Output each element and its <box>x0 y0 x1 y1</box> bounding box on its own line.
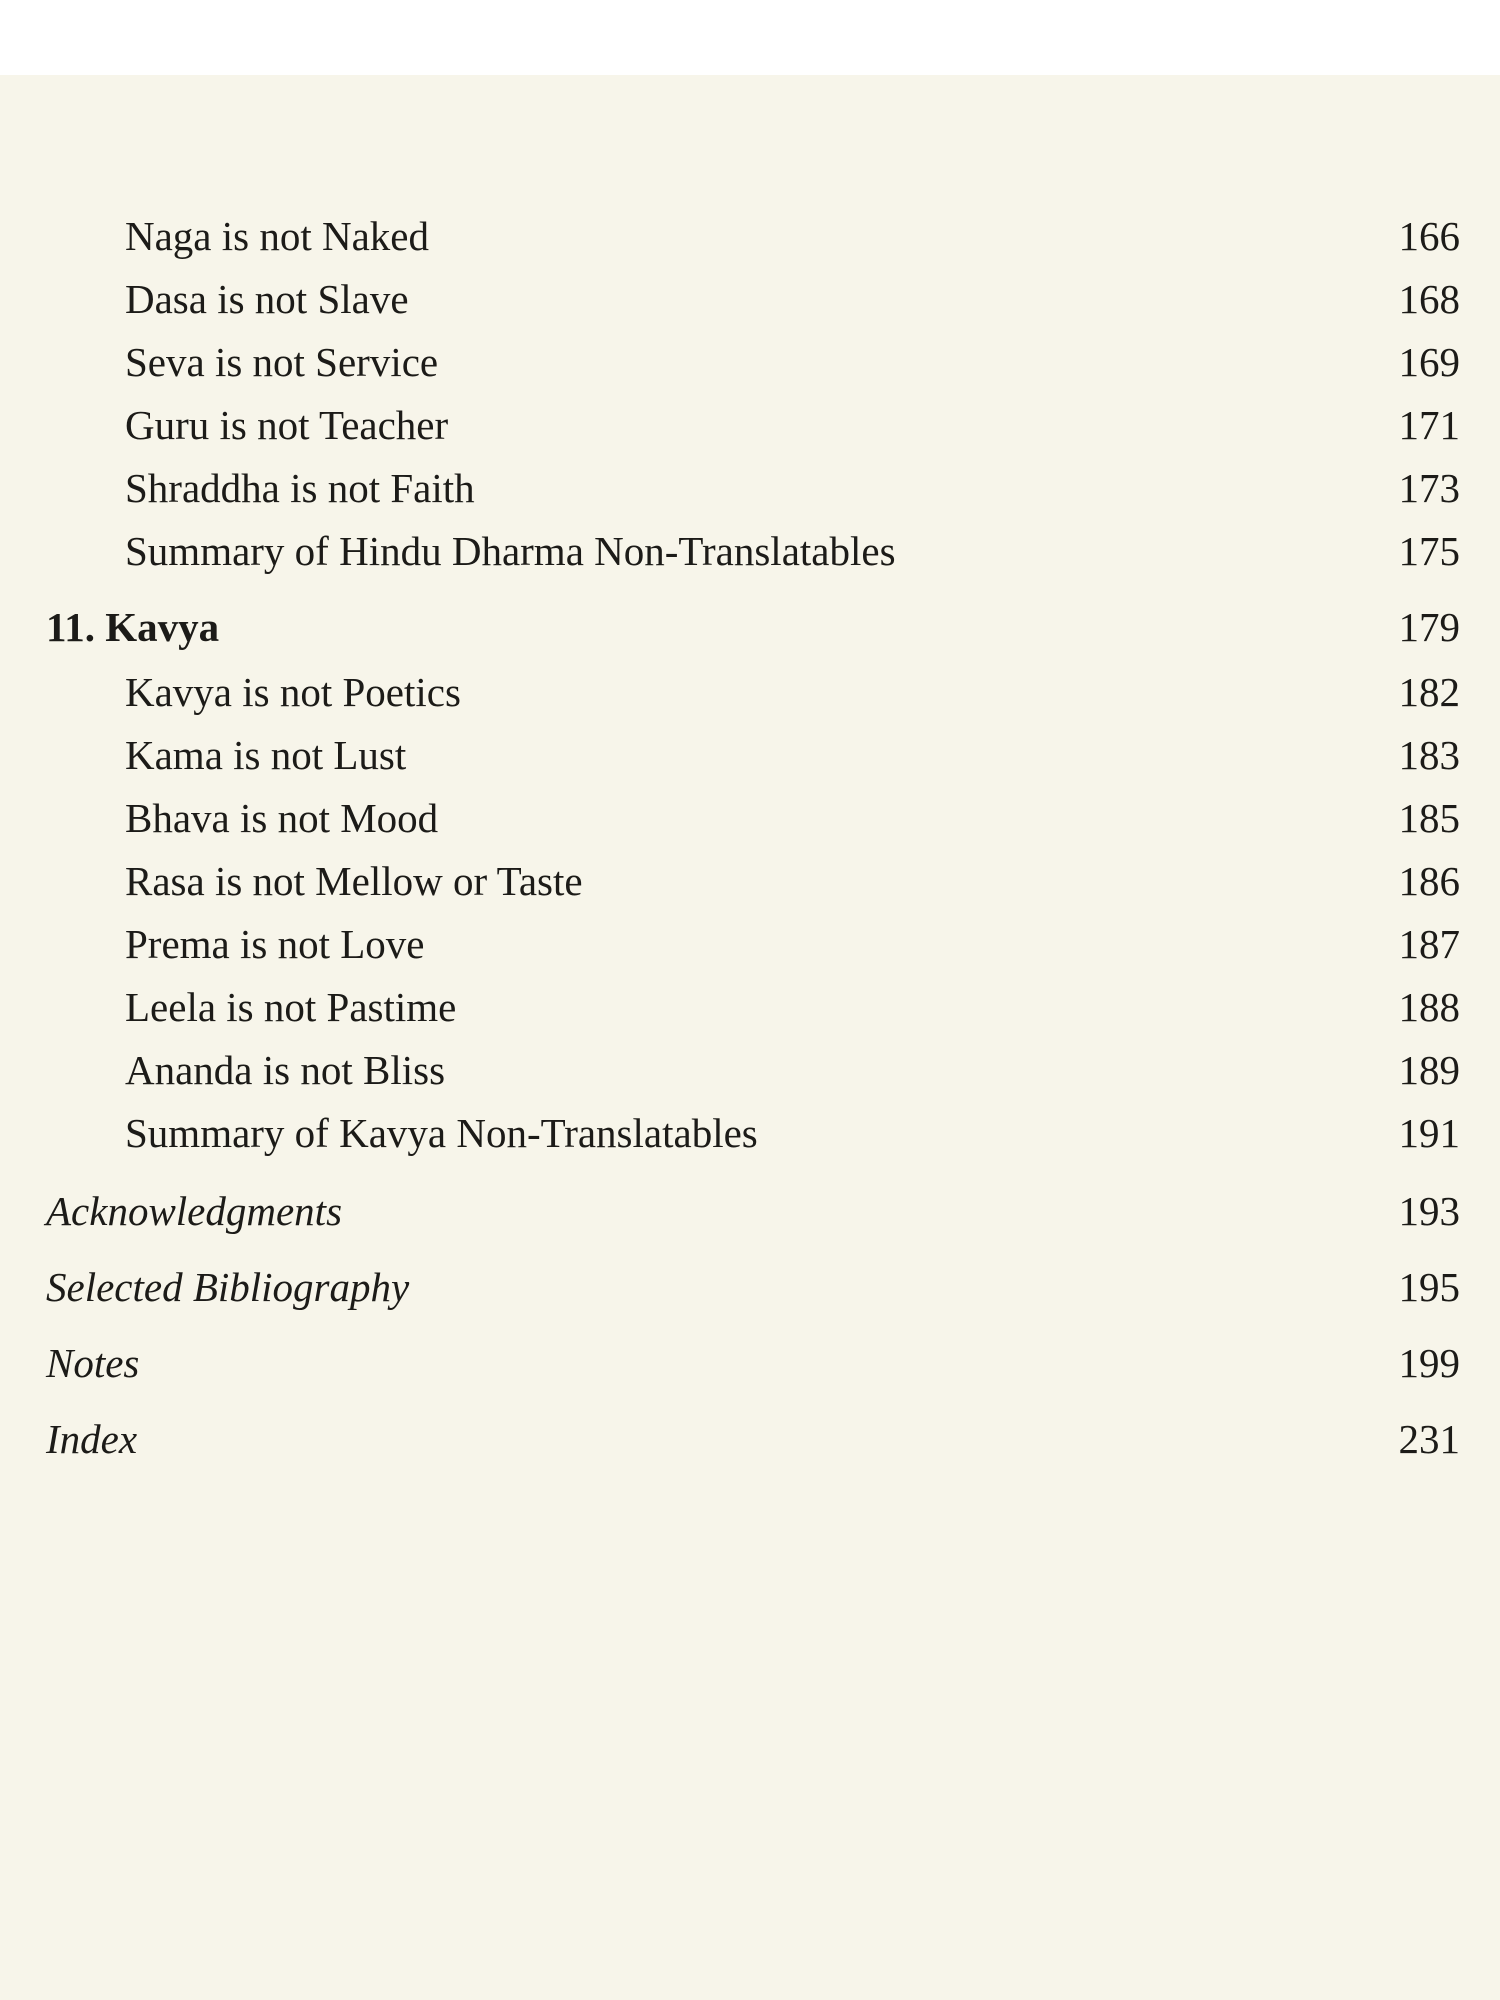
toc-entry-title: Ananda is not Bliss <box>125 1047 446 1093</box>
toc-entry-title: Leela is not Pastime <box>125 984 457 1030</box>
toc-entry-page: 169 <box>1398 339 1460 385</box>
toc-entry-title: Summary of Kavya Non-Translatables <box>125 1110 758 1156</box>
toc-entry-page: 166 <box>1398 213 1460 259</box>
back-matter-page: 199 <box>1398 1340 1460 1386</box>
toc-entry <box>0 1039 1500 1102</box>
toc-entry-page: 168 <box>1398 276 1460 322</box>
toc-entry-page: 187 <box>1398 921 1460 967</box>
back-matter-page: 193 <box>1398 1188 1460 1234</box>
toc-entry-title: Naga is not Naked <box>125 213 429 259</box>
toc-entry <box>0 457 1500 520</box>
toc-entry <box>0 787 1500 850</box>
toc-entry <box>0 661 1500 724</box>
toc-back-matter-entry <box>0 1325 1500 1401</box>
toc-entry <box>0 205 1500 268</box>
toc-entry-page: 173 <box>1398 465 1460 511</box>
toc-entry <box>0 976 1500 1039</box>
back-matter-page: 231 <box>1398 1416 1460 1462</box>
toc-entry-page: 185 <box>1398 795 1460 841</box>
toc-entry-title: Seva is not Service <box>125 339 439 385</box>
toc-chapter-heading <box>0 593 1500 661</box>
back-matter-title: Selected Bibliography <box>46 1264 410 1310</box>
toc-entry <box>0 268 1500 331</box>
chapter-page: 179 <box>1398 604 1460 650</box>
back-matter-page: 195 <box>1398 1264 1460 1310</box>
toc-entry-title: Summary of Hindu Dharma Non-Translatables <box>125 528 896 574</box>
table-of-contents <box>0 205 1500 1477</box>
toc-back-matter-entry <box>0 1249 1500 1325</box>
toc-entry-page: 188 <box>1398 984 1460 1030</box>
toc-entry-title: Kama is not Lust <box>125 732 407 778</box>
toc-entry-title: Dasa is not Slave <box>125 276 409 322</box>
toc-entry <box>0 850 1500 913</box>
toc-entry-title: Prema is not Love <box>125 921 425 967</box>
toc-entry-title: Bhava is not Mood <box>125 795 439 841</box>
back-matter-title: Notes <box>46 1340 140 1386</box>
toc-entry <box>0 724 1500 787</box>
toc-entry-title: Kavya is not Poetics <box>125 669 461 715</box>
toc-entry <box>0 394 1500 457</box>
toc-back-matter-entry <box>0 1401 1500 1477</box>
toc-entry-page: 191 <box>1398 1110 1460 1156</box>
toc-entry-title: Guru is not Teacher <box>125 402 449 448</box>
back-matter-title: Acknowledgments <box>46 1188 343 1234</box>
back-matter-title: Index <box>46 1416 138 1462</box>
toc-entry-title: Shraddha is not Faith <box>125 465 475 511</box>
book-page <box>0 75 1500 2000</box>
toc-entry <box>0 913 1500 976</box>
toc-entry-page: 186 <box>1398 858 1460 904</box>
chapter-title: 11. Kavya <box>46 604 220 650</box>
toc-entry <box>0 1102 1500 1165</box>
toc-back-matter-entry <box>0 1173 1500 1249</box>
toc-entry-page: 171 <box>1398 402 1460 448</box>
toc-entry-page: 175 <box>1398 528 1460 574</box>
toc-entry-page: 189 <box>1398 1047 1460 1093</box>
toc-entry <box>0 520 1500 583</box>
toc-entry <box>0 331 1500 394</box>
toc-entry-title: Rasa is not Mellow or Taste <box>125 858 583 904</box>
toc-entry-page: 183 <box>1398 732 1460 778</box>
toc-entry-page: 182 <box>1398 669 1460 715</box>
